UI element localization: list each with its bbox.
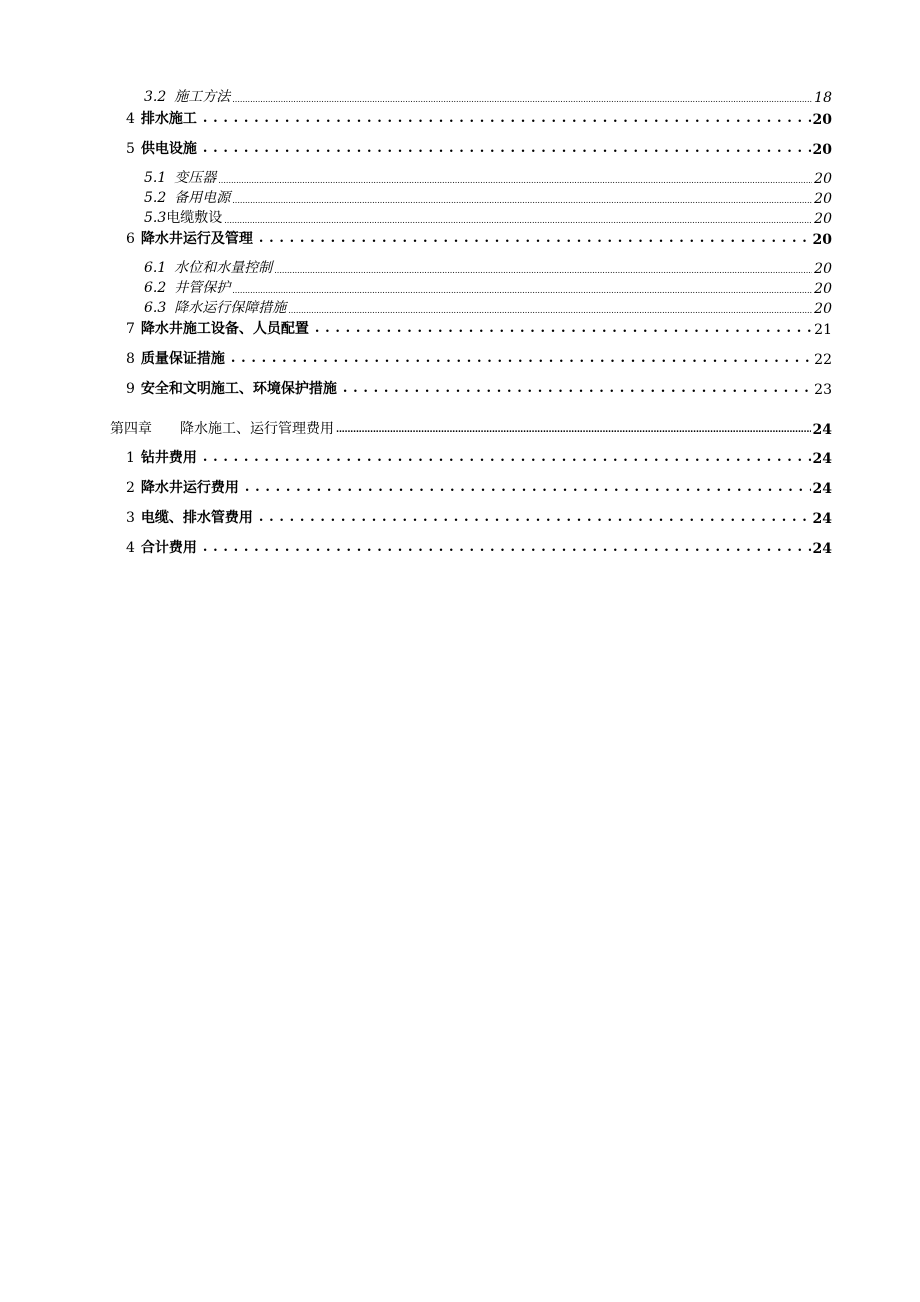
toc-entry-7[interactable] — [126, 318, 832, 338]
toc-entry-title: 变压器 — [174, 170, 217, 186]
dot-leader — [339, 378, 812, 398]
toc-entry-label — [144, 167, 216, 187]
toc-entry-5-2[interactable] — [144, 189, 832, 207]
toc-entry-page: 20 — [814, 211, 832, 227]
toc-entry-page: 23 — [814, 382, 832, 398]
toc-entry-3-2[interactable] — [144, 88, 832, 106]
toc-entry-number: 1 — [126, 450, 135, 466]
toc-entry-title: 降水井运行费用 — [140, 480, 239, 496]
toc-entry-page: 24 — [812, 481, 832, 497]
toc-entry-6-2[interactable] — [144, 279, 832, 297]
dot-leader — [227, 348, 812, 368]
toc-entry-number: 6.3 — [144, 300, 167, 316]
dot-leader — [199, 138, 811, 158]
toc-entry-title: 降水井运行及管理 — [140, 231, 253, 247]
toc-entry-number: 6.1 — [144, 260, 167, 276]
dot-leader — [311, 318, 812, 338]
toc-entry-title: 施工方法 — [174, 89, 231, 105]
dot-leader — [336, 418, 811, 438]
toc-entry-page: 22 — [814, 352, 832, 368]
toc-entry-label — [144, 187, 230, 207]
toc-entry-number: 5.3 — [144, 210, 167, 226]
toc-entry-label — [126, 477, 239, 497]
toc-entry-4-1[interactable] — [126, 447, 832, 467]
toc-entry-page: 24 — [812, 422, 832, 438]
toc-entry-title: 降水运行保障措施 — [174, 300, 287, 316]
toc-entry-label — [126, 537, 197, 557]
toc-entry-title: 钻井费用 — [140, 450, 197, 466]
toc-entry-page: 20 — [814, 171, 832, 187]
toc-entry-4-4[interactable] — [126, 537, 832, 557]
toc-entry-label — [126, 318, 309, 338]
toc-entry-5[interactable] — [126, 138, 832, 158]
toc-entry-page: 20 — [812, 112, 832, 128]
toc-entry-page: 20 — [812, 142, 832, 158]
toc-entry-number: 9 — [126, 381, 135, 397]
toc-entry-title: 排水施工 — [140, 111, 197, 127]
dot-leader — [288, 299, 812, 317]
toc-entry-title: 电缆、排水管费用 — [140, 510, 253, 526]
toc-entry-page: 20 — [814, 281, 832, 297]
toc-entry-number: 6 — [126, 231, 135, 247]
toc-entry-page: 18 — [814, 90, 832, 106]
toc-entry-number: 6.2 — [144, 280, 167, 296]
dot-leader — [199, 537, 811, 557]
toc-entry-6[interactable] — [126, 228, 832, 248]
toc-entry-page: 24 — [812, 541, 832, 557]
toc-entry-label — [126, 228, 253, 248]
toc-entry-label — [126, 138, 197, 158]
dot-leader — [232, 189, 812, 207]
toc-entry-label — [126, 507, 253, 527]
toc-entry-9[interactable] — [126, 378, 832, 398]
toc-entry-title: 电缆敷设 — [166, 210, 223, 226]
toc-entry-page: 24 — [812, 511, 832, 527]
toc-entry-8[interactable] — [126, 348, 832, 368]
toc-entry-number: 7 — [126, 321, 135, 337]
toc-entry-6-1[interactable] — [144, 259, 832, 277]
dot-leader — [218, 169, 812, 187]
dot-leader — [232, 279, 812, 297]
toc-entry-page: 20 — [812, 232, 832, 248]
toc-entry-number: 4 — [126, 111, 135, 127]
toc-entry-label — [126, 108, 197, 128]
toc-entry-number: 8 — [126, 351, 135, 367]
dot-leader — [232, 88, 812, 106]
dot-leader — [255, 228, 811, 248]
dot-leader — [199, 108, 811, 128]
toc-entry-5-1[interactable] — [144, 169, 832, 187]
toc-entry-title: 降水井施工设备、人员配置 — [140, 321, 309, 337]
toc-entry-label — [144, 86, 230, 106]
toc-entry-page: 20 — [814, 191, 832, 207]
toc-entry-title: 井管保护 — [174, 280, 231, 296]
toc-entry-number: 第四章 — [110, 421, 152, 437]
toc-entry-label — [144, 257, 272, 277]
toc-entry-page: 20 — [814, 261, 832, 277]
toc-entry-title: 安全和文明施工、环境保护措施 — [140, 381, 337, 397]
toc-entry-label — [144, 297, 286, 317]
toc-entry-label — [126, 348, 225, 368]
toc-entry-page: 20 — [814, 301, 832, 317]
toc-entry-number: 3 — [126, 510, 135, 526]
toc-entry-label — [110, 418, 334, 438]
toc-entry-number: 5.2 — [144, 190, 167, 206]
toc-entry-title: 质量保证措施 — [140, 351, 225, 367]
dot-leader — [199, 447, 811, 467]
toc-entry-page: 24 — [812, 451, 832, 467]
toc-entry-4-3[interactable] — [126, 507, 832, 527]
toc-entry-title: 合计费用 — [140, 540, 197, 556]
toc-entry-page: 21 — [814, 322, 832, 338]
toc-entry-label — [144, 277, 230, 297]
dot-leader — [241, 477, 811, 497]
toc-entry-title: 降水施工、运行管理费用 — [180, 421, 334, 437]
toc-entry-number: 4 — [126, 540, 135, 556]
toc-entry-label — [126, 378, 337, 398]
toc-entry-title: 水位和水量控制 — [174, 260, 273, 276]
toc-entry-number: 5 — [126, 141, 135, 157]
toc-entry-number: 2 — [126, 480, 135, 496]
toc-entry-6-3[interactable] — [144, 299, 832, 317]
toc-entry-label — [126, 447, 197, 467]
dot-leader — [274, 259, 812, 277]
toc-entry-title: 供电设施 — [140, 141, 197, 157]
toc-entry-title: 备用电源 — [174, 190, 231, 206]
toc-entry-label — [144, 207, 222, 227]
dot-leader — [224, 209, 812, 227]
toc-entry-4[interactable] — [126, 108, 832, 128]
toc-entry-number: 5.1 — [144, 170, 167, 186]
toc-entry-number: 3.2 — [144, 89, 167, 105]
dot-leader — [255, 507, 811, 527]
toc-entry-4-2[interactable] — [126, 477, 832, 497]
toc-entry-5-3[interactable] — [144, 209, 832, 227]
toc-entry-chapter-4[interactable] — [110, 418, 832, 438]
